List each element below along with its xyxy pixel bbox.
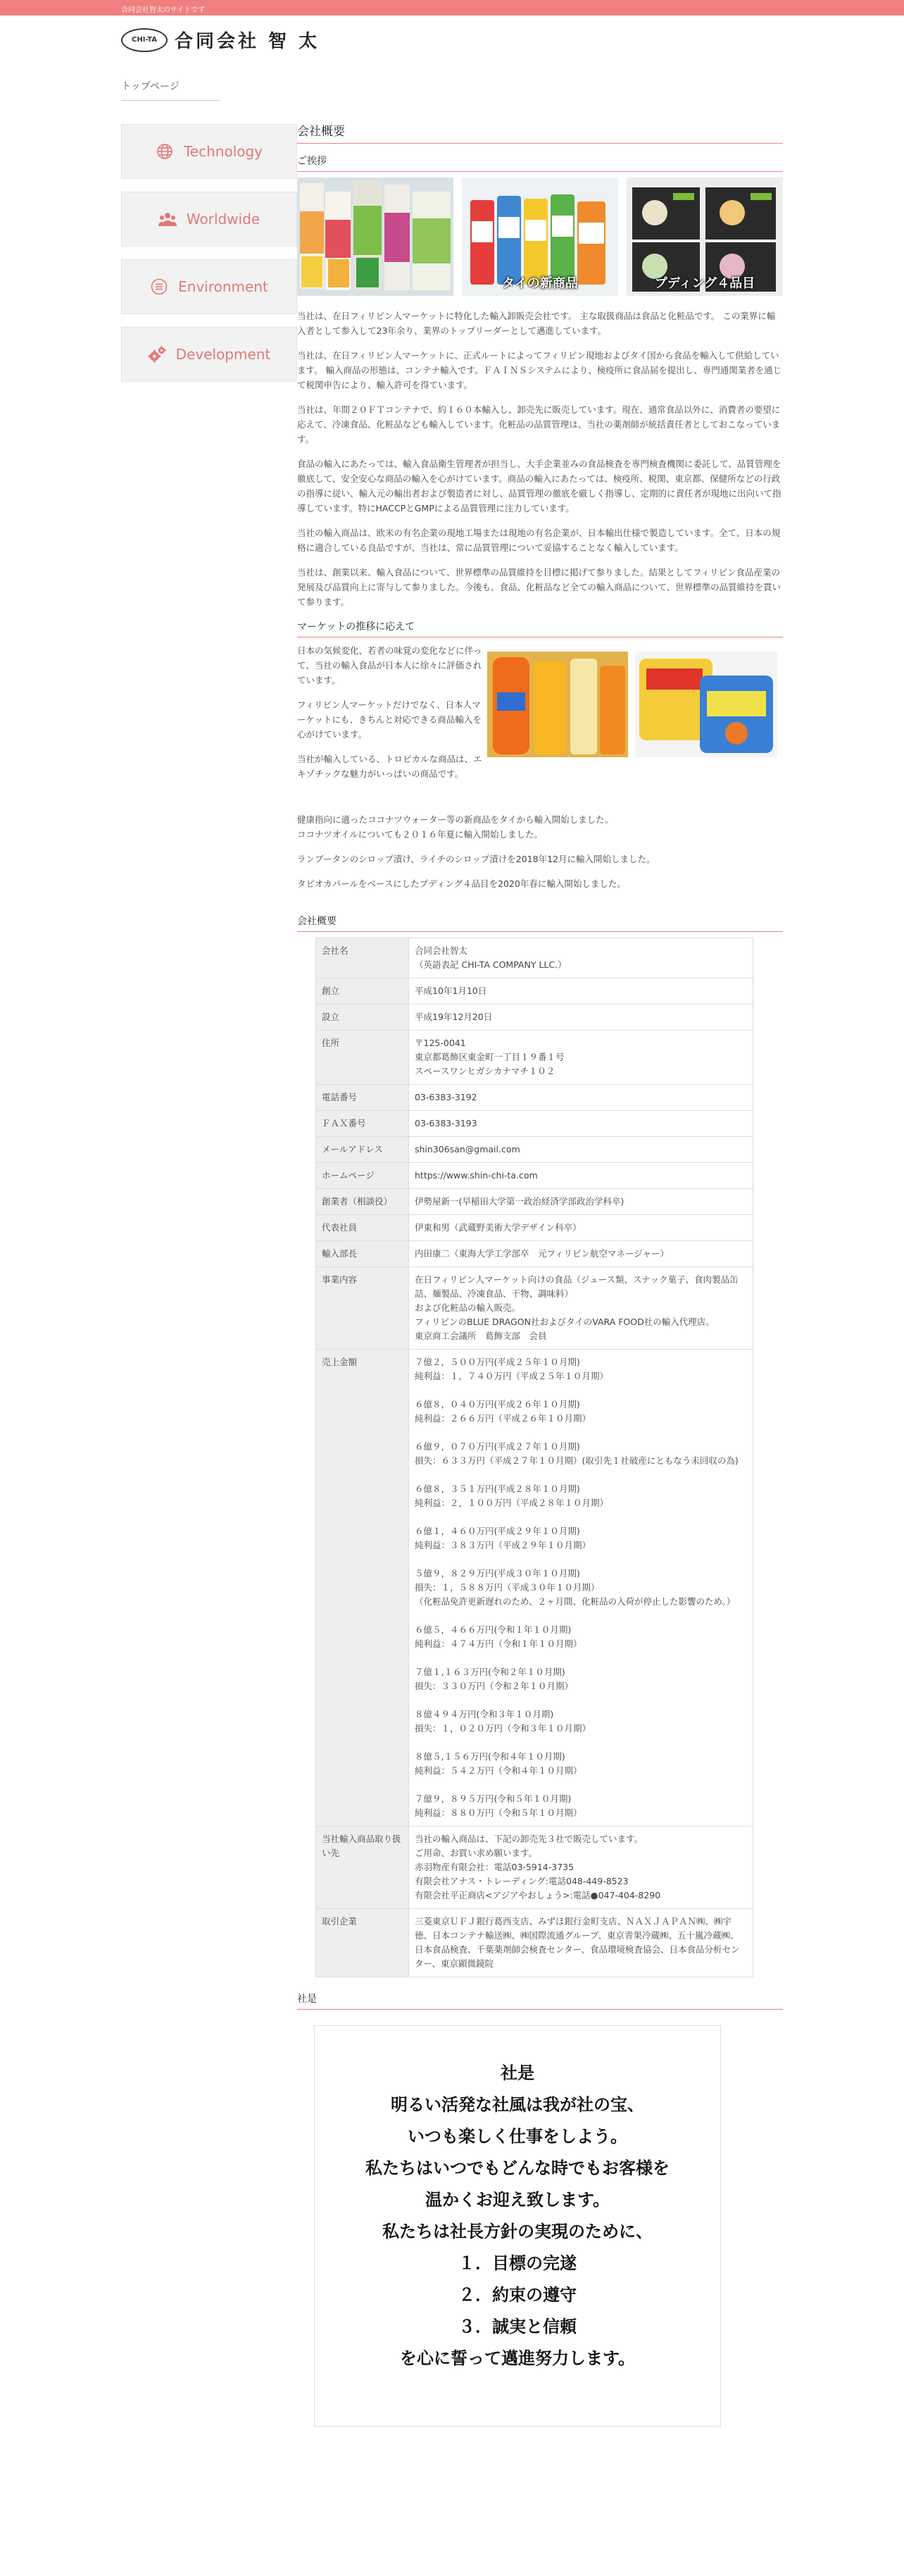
info-row (316, 1111, 753, 1137)
info-value: 合同会社智太 （英語表記 CHI-TA COMPANY LLC.） (409, 938, 753, 978)
product-photo-sodas (487, 652, 628, 757)
market-paragraph: フィリピン人マーケットだけでなく、日本人マーケットにも、きちんと対応できる商品輸入を心がけています。 (297, 699, 482, 740)
info-value: 三菱東京ＵＦＪ銀行葛西支店、みずほ銀行金町支店、ＮＡＸＪＡＰＡＮ㈱、㈱宇徳、日本コンテナ輸送㈱、㈱国際流通グループ、東京青果冷蔵㈱、五十嵐冷蔵㈱、日本食品検査、千葉薬剤師会検査センター、食品環境検査協会、日本食品分析センター、東京顕微鏡院 (409, 1909, 753, 1977)
info-row (316, 1085, 753, 1111)
motto-line: ３．誠実と信頼 (458, 2316, 577, 2337)
greeting-paragraph: 食品の輸入にあたっては、輸入食品衛生管理者が担当し、大手企業並みの食品検査を専門検査機関に委託して、品質管理を徹底して、安全安心な商品の輸入を心がけています。商品の輸入にあたっては、検疫所、税関、東京都、保健所などの行政の指導に従い、輸入元の輸出者および製造者に対し、品質管理の徹底を厳しく指導し、定期的に責任者が現地に出向いて指導しています。特にHACCPとGMPによる品質管理に注力しています。 (297, 459, 781, 514)
photo-caption: タイの新商品 (502, 276, 578, 291)
motto-line: いつも楽しく仕事をしよう。 (408, 2126, 627, 2146)
sidebar-item-technology[interactable] (121, 124, 297, 179)
list-icon (150, 278, 168, 296)
info-row (316, 1215, 753, 1241)
sidebar-item-environment[interactable] (121, 259, 297, 314)
company-info-table (315, 938, 753, 1977)
sidebar-item-label: Technology (183, 143, 263, 160)
market-heading: マーケットの推移に応えて (297, 619, 783, 637)
motto-line: を心に誓って邁進努力します。 (399, 2348, 636, 2368)
info-label: 当社輸入商品取り扱い先 (316, 1827, 409, 1909)
logo-badge: CHI-TA (121, 28, 168, 52)
motto-board (314, 2025, 721, 2427)
photo-caption: プディング４品目 (654, 276, 755, 291)
info-label: 創立 (316, 978, 409, 1004)
info-label: 売上金額 (316, 1350, 409, 1827)
info-row (316, 1350, 753, 1827)
info-row (316, 1163, 753, 1189)
info-value: ７億２，５００万円(平成２５年１０月期) 純利益：１，７４０万円（平成２５年１０月期） ６億８，０４０万円(平成２６年１０月期) 純利益：２６６万円（平成２６年１０月期） ６億９，０７０万円(平成２７年１０月期) 損失：６３３万円（平成２７年１０月期）(取引先１社破産にともなう未回収の為) ６億８，３５１万円(平成２８年１０月期) 純利益：２，１００万円（平成２８年１０月期） ６億１，４６０万円(平成２９年１０月期) 純利益：３８３万円（平成２９年１０月期） ５億９，８２９万円(平成３０年１０月期) 損失：１，５８８万円（平成３０年１０月期） （化粧品免許更新遅れのため、２ヶ月間、化粧品の入荷が停止した影響のため。） ６億５，４６６万円(令和１年１０月期) 純利益：４７４万円（令和１年１０月期） ７億１,１６３万円(令和２年１０月期) 損失：３３０万円（令和２年１０月期） ８億４９４万円(令和３年１０月期) 損失：１，０２０万円（令和３年１０月期） ８億５,１５６万円(令和４年１０月期) 純利益：５４２万円（令和４年１０月期） ７億９，８９５万円(令和５年１０月期) 純利益：８８０万円（令和５年１０月期） (409, 1350, 753, 1827)
market-paragraph: 日本の気候変化、若者の味覚の変化などに伴って、当社の輸入食品が日本人に徐々に評価されています。 (297, 645, 482, 685)
product-photo-pudding (627, 178, 783, 296)
greeting-paragraph: 当社は、創業以来、輸入食品について、世界標準の品質維持を目標に掲げて参りました。結果としてフィリピン食品産業の発展及び品質向上に寄与して参りました。今後も、食品、化粧品など全ての輸入商品について、世界標準の品質維持を貫いて参ります。 (297, 567, 781, 607)
rinen-heading: 社是 (297, 1991, 783, 2010)
info-value: 在日フィリピン人マーケット向けの食品（ジュース類、スナック菓子、食肉製品缶詰、麺製品、冷凍食品、干物、調味料） および化粧品の輸入販売。 フィリピンのBLUE DRAGON社およびタイのVARA FOOD社の輸入代理店。 東京商工会議所 葛飾支部 会員 (409, 1267, 753, 1350)
info-value: 03-6383-3193 (409, 1111, 753, 1137)
greeting-paragraph: 当社は、年間２０ＦＴコンテナで、約１６０本輸入し、卸売先に販売しています。現在、通常食品以外に、消費者の要望に応えて、冷凍食品、化粧品なども輸入しています。化粧品の品質管理は、当社の薬剤師が統括責任者としておこなっています。 (297, 404, 781, 444)
greeting-photos (297, 178, 783, 296)
info-row (316, 1189, 753, 1215)
market-paragraph: タピオカパールをベースにしたプディング４品目を2020年春に輸入開始しました。 (297, 878, 626, 889)
info-label: 会社名 (316, 938, 409, 978)
info-row (316, 1267, 753, 1350)
sidebar-item-label: Environment (178, 278, 268, 295)
motto-line: ２．約束の遵守 (458, 2284, 577, 2305)
info-value[interactable]: https://www.shin-chi-ta.com (409, 1163, 753, 1189)
product-photo-thai (462, 178, 618, 296)
company-name: 合同会社 智 太 (175, 31, 320, 52)
sidebar-item-development[interactable] (121, 327, 297, 382)
motto-line: １．目標の完遂 (458, 2253, 577, 2273)
gears-icon (148, 345, 166, 363)
info-value: 〒125-0041 東京都葛飾区東金町一丁目１９番１号 スペースワンヒガシカナマチ１０２ (409, 1031, 753, 1085)
top-page-link[interactable]: トップページ (121, 79, 220, 101)
info-value: 03-6383-3192 (409, 1085, 753, 1111)
info-value: 内田康二（東海大学工学部卒 元フィリピン航空マネージャー） (409, 1241, 753, 1267)
globe-icon (156, 142, 174, 161)
market-paragraph: ランブータンのシロップ漬け、ライチのシロップ漬けを2018年12月に輸入開始しました。 (297, 854, 655, 864)
product-photo-snacks (635, 652, 777, 757)
info-value: 伊勢屋新一(早稲田大学第一政治経済学部政治学科卒) (409, 1189, 753, 1215)
info-row (316, 1004, 753, 1031)
info-value: 平成10年1月10日 (409, 978, 753, 1004)
info-label: 設立 (316, 1004, 409, 1031)
info-row (316, 1137, 753, 1163)
info-row (316, 1827, 753, 1909)
motto-line: 明るい活発な社風は我が社の宝、 (391, 2094, 644, 2115)
page-title: 会社概要 (297, 121, 783, 144)
info-row (316, 1031, 753, 1085)
overview-heading: 会社概要 (297, 914, 783, 932)
sidebar-item-label: Worldwide (186, 211, 260, 228)
info-row (316, 938, 753, 978)
greeting-paragraph: 当社は、在日フィリピン人マーケットに、正式ルートによってフィリピン現地およびタイ国から食品を輸入して供給しています。 輸入商品の形態は、コンテナ輸入です。ＦＡＩＮＳシステムにより、検疫所に食品届を提出し、専門通関業者を通じて税関申告により、輸入許可を得ています。 (297, 350, 782, 390)
market-section (297, 643, 783, 904)
top-bar-text: 合同会社智太のサイトです (121, 6, 206, 14)
sidebar-item-worldwide[interactable] (121, 192, 297, 247)
motto-line: 温かくお迎え致します。 (425, 2189, 610, 2210)
product-photo-drinks (297, 178, 453, 296)
motto-line: 社是 (501, 2062, 534, 2083)
sidebar-item-label: Development (175, 346, 271, 363)
people-icon (158, 210, 177, 228)
info-label: ホームページ (316, 1163, 409, 1189)
info-label: 事業内容 (316, 1267, 409, 1350)
top-bar (0, 0, 904, 15)
info-row (316, 978, 753, 1004)
greeting-heading: ご挨拶 (297, 154, 783, 172)
info-value[interactable]: shin306san@gmail.com (409, 1137, 753, 1163)
info-row (316, 1909, 753, 1977)
info-label: 電話番号 (316, 1085, 409, 1111)
info-label: 取引企業 (316, 1909, 409, 1977)
site-logo[interactable] (121, 27, 320, 53)
main-content (297, 121, 783, 2427)
info-value: 当社の輸入商品は、下記の卸売先３社で販売しています。 ご用命、お買い求め願います。 赤羽物産有限会社：電話03-5914-3735 有限会社アナス・トレーディング:電話048-449-8523 有限会社平正商店<アジアやおしょう>:電話●047-404-8290 (409, 1827, 753, 1909)
info-label: ＦＡＸ番号 (316, 1111, 409, 1137)
info-label: 創業者（相談役） (316, 1189, 409, 1215)
info-label: 住所 (316, 1031, 409, 1085)
info-label: 輸入部長 (316, 1241, 409, 1267)
greeting-paragraph: 当社の輸入商品は、欧米の有名企業の現地工場または現地の有名企業が、日本輸出仕様で製造しています。全て、日本の規格に適合している良品ですが、当社は、常に品質管理について妥協することなく輸入しています。 (297, 528, 781, 553)
market-paragraph: 当社が輸入している、トロピカルな商品は、エキゾチックな魅力がいっぱいの商品です。 (297, 754, 482, 779)
info-value: 平成19年12月20日 (409, 1004, 753, 1031)
info-label: メールアドレス (316, 1137, 409, 1163)
greeting-paragraph: 当社は、在日フィリピン人マーケットに特化した輸入卸販売会社です。 主な取扱商品は食品と化粧品です。 この業界に輸入者として参入して23年余り、業界のトップリーダーとして邁進しています。 (297, 311, 776, 336)
info-label: 代表社員 (316, 1215, 409, 1241)
market-paragraph: 健康指向に適ったココナツウォーター等の新商品をタイから輸入開始しました。 ココナツオイルについても２０１６年夏に輸入開始しました。 (297, 814, 614, 840)
motto-line: 私たちは社長方針の実現のために、 (382, 2221, 653, 2241)
info-row (316, 1241, 753, 1267)
info-value: 伊東和男（武蔵野美術大学デザイン科卒） (409, 1215, 753, 1241)
motto-line: 私たちはいつでもどんな時でもお客様を (365, 2158, 670, 2178)
